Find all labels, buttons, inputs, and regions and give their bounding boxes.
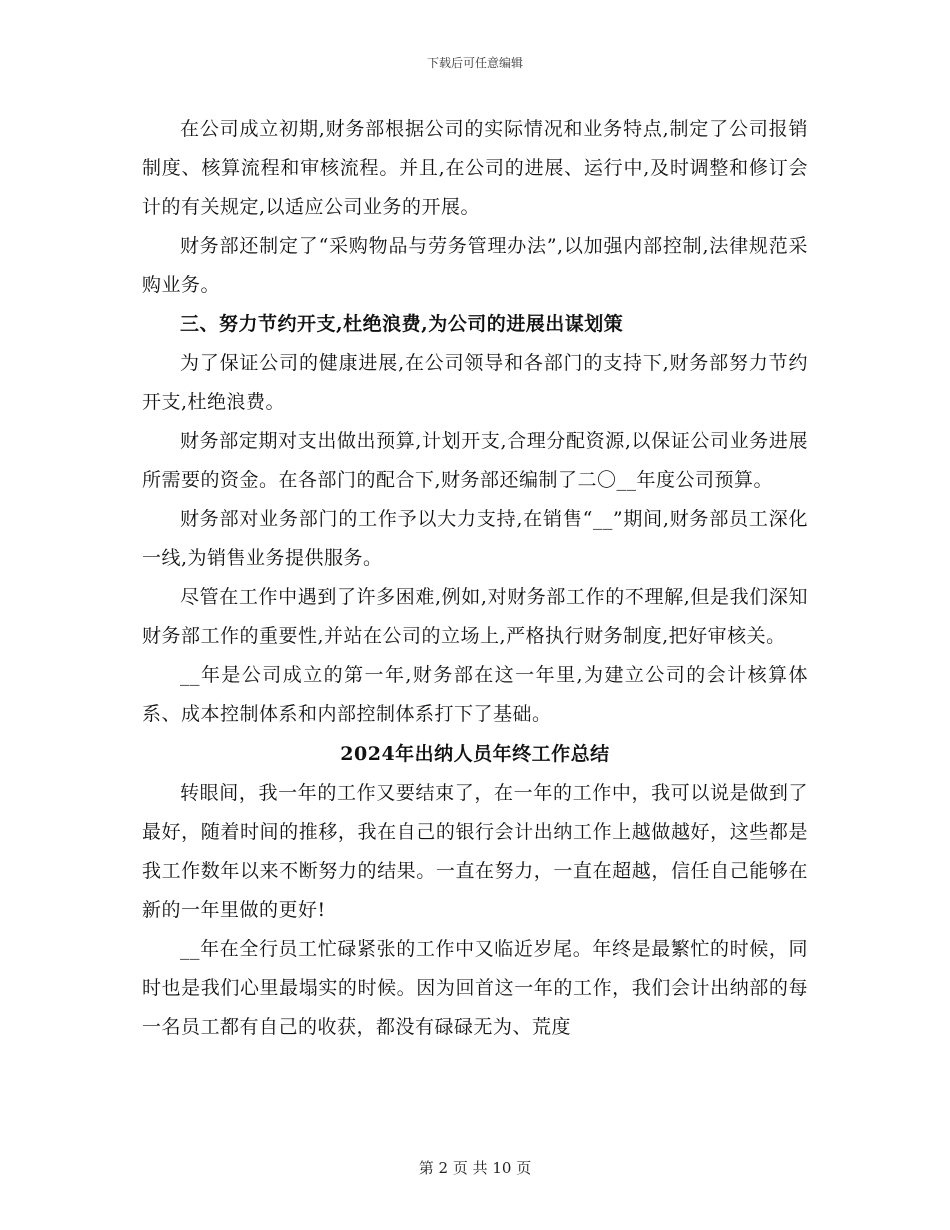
document-body	[142, 110, 808, 1047]
document-title: 2024年出纳人员年终工作总结	[340, 743, 610, 765]
paragraph: __年在全行员工忙碌紧张的工作中又临近岁尾。年终是最繁忙的时候，同时也是我们心里最塌实的时候。因为回首这一年的工作，我们会计出纳部的每一名员工都有自己的收获，都没有碌碌无为、荒度	[142, 938, 808, 1038]
paragraph: 为了保证公司的健康进展,在公司领导和各部门的支持下,财务部努力节约开支,杜绝浪费。	[142, 352, 808, 413]
paragraph: 尽管在工作中遇到了许多困难,例如,对财务部工作的不理解,但是我们深知财务部工作的重要性,并站在公司的立场上,严格执行财务制度,把好审核关。	[142, 586, 808, 647]
paragraph: 转眼间，我一年的工作又要结束了，在一年的工作中，我可以说是做到了最好，随着时间的推移，我在自己的银行会计出纳工作上越做越好，这些都是我工作数年以来不断努力的结果。一直在努力，一直在超越，信任自己能够在新的一年里做的更好!	[142, 782, 808, 921]
paragraph: 财务部还制定了“采购物品与劳务管理办法”,以加强内部控制,法律规范采购业务。	[142, 235, 808, 296]
section-heading: 三、努力节约开支,杜绝浪费,为公司的进展出谋划策	[180, 313, 624, 335]
paragraph: 财务部定期对支出做出预算,计划开支,合理分配资源,以保证公司业务进展所需要的资金。在各部门的配合下,财务部还编制了二〇__年度公司预算。	[142, 430, 808, 491]
paragraph: 财务部对业务部门的工作予以大力支持,在销售“__”期间,财务部员工深化一线,为销售业务提供服务。	[142, 508, 808, 569]
paragraph: 在公司成立初期,财务部根据公司的实际情况和业务特点,制定了公司报销制度、核算流程和审核流程。并且,在公司的进展、运行中,及时调整和修订会计的有关规定,以适应公司业务的开展。	[142, 118, 808, 218]
paragraph: __年是公司成立的第一年,财务部在这一年里,为建立公司的会计核算体系、成本控制体系和内部控制体系打下了基础。	[142, 664, 808, 725]
page-header-note: 下载后可任意编辑	[426, 56, 523, 70]
page-number-footer: 第 2 页 共 10 页	[418, 1159, 532, 1177]
